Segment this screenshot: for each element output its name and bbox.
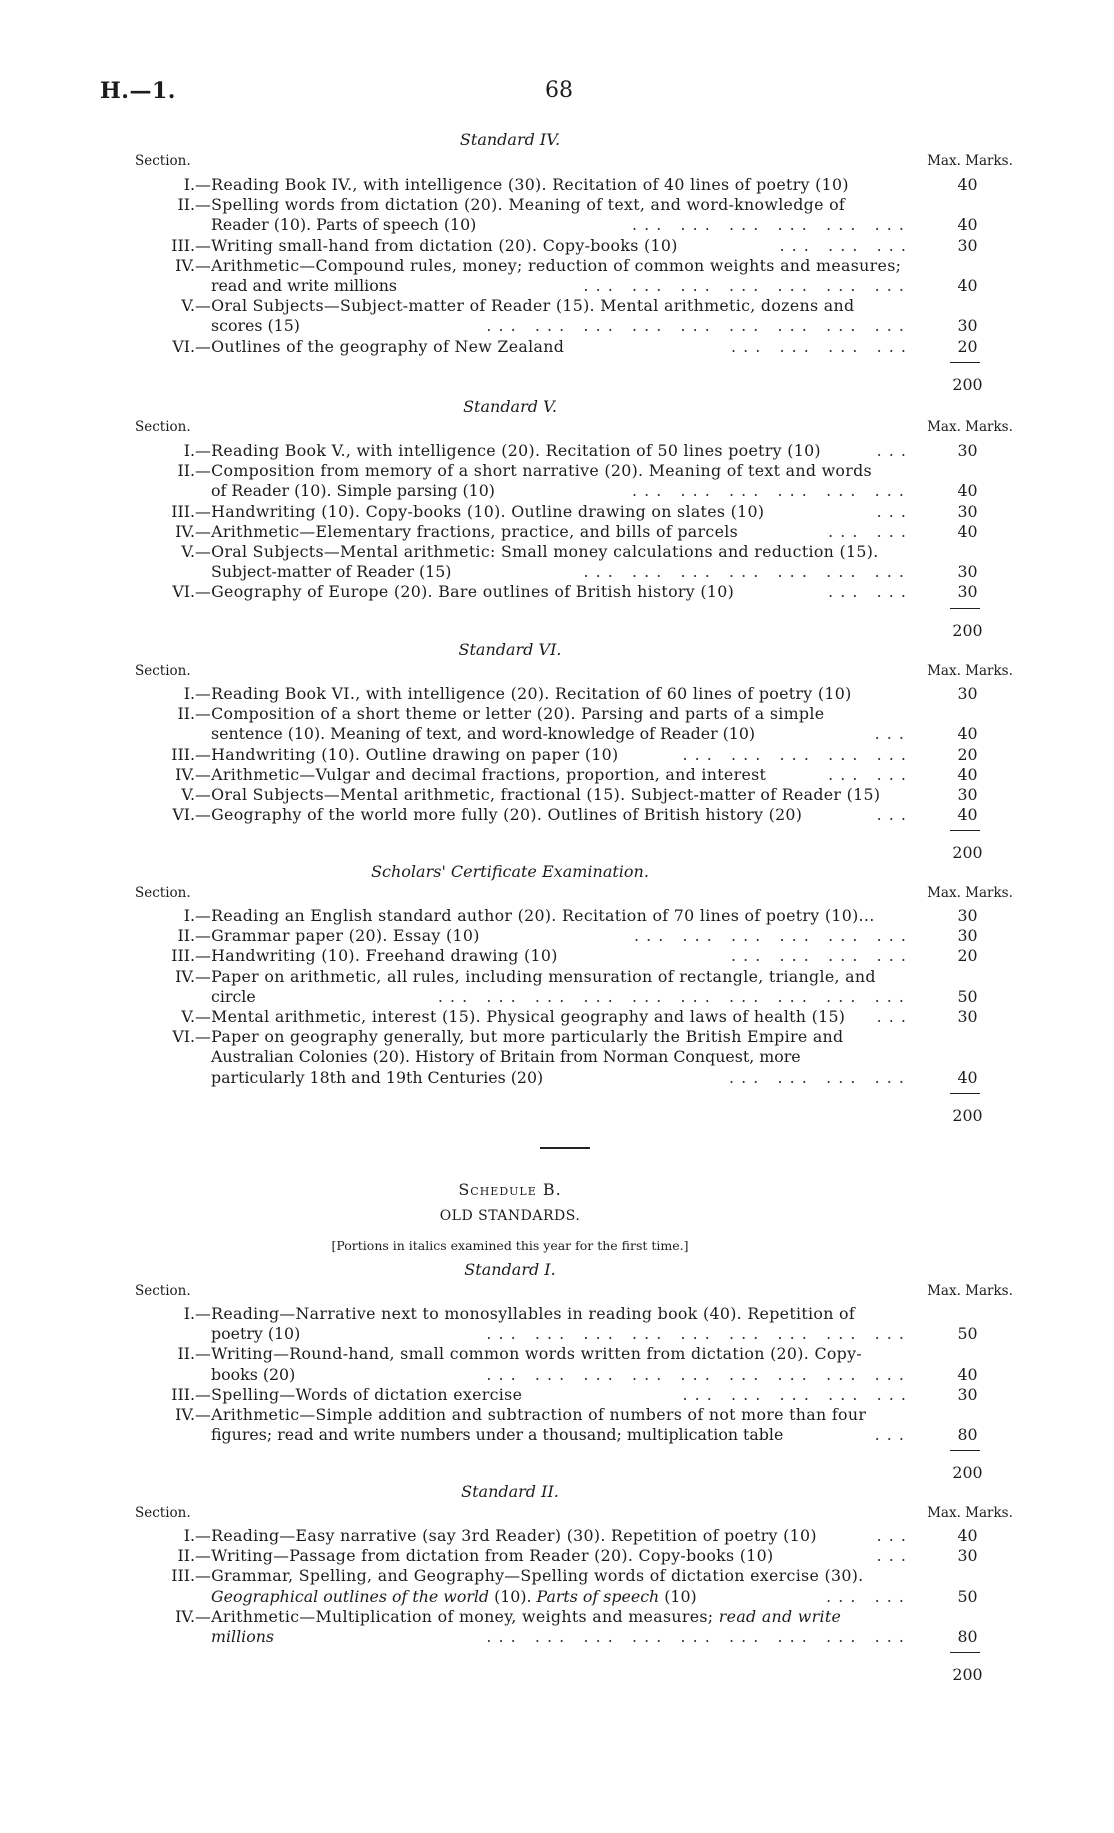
section-text: —Mental arithmetic, interest (15). Physical geography and laws of health (15) bbox=[195, 1007, 846, 1026]
section-number: VI. bbox=[172, 1027, 195, 1047]
max-marks-value: 30 bbox=[957, 926, 978, 946]
section-text: —Handwriting (10). Outline drawing on paper (10) bbox=[195, 744, 619, 764]
section-row-continuation bbox=[211, 278, 911, 294]
max-marks-heading: Max. Marks. bbox=[927, 153, 1013, 169]
total-rule bbox=[950, 1450, 980, 1451]
section-row bbox=[135, 1029, 913, 1045]
section-text: —Reading an English standard author (20). Recitation of 70 lines of poetry (10)... bbox=[195, 906, 875, 925]
section-text: —Arithmetic—Compound rules, money; reduction of common weights and measures; bbox=[195, 255, 902, 275]
section-row-continuation bbox=[211, 1067, 911, 1087]
leader-dots: ... ... ... ... bbox=[729, 1067, 911, 1087]
section-number: I. bbox=[183, 175, 195, 194]
max-marks-value: 30 bbox=[957, 316, 978, 336]
max-marks-value: 30 bbox=[957, 235, 978, 255]
leader-dots: ... ... ... ... bbox=[731, 336, 913, 356]
section-number: II. bbox=[177, 704, 195, 724]
section-row bbox=[135, 787, 913, 803]
section-text-italic: read and write bbox=[718, 1606, 842, 1626]
section-row bbox=[135, 1407, 913, 1423]
section-text: —Reading—Narrative next to monosyllables in reading book (40). Repetition of bbox=[195, 1304, 856, 1323]
max-marks-value: 40 bbox=[957, 1067, 978, 1087]
section-number: V. bbox=[181, 785, 195, 804]
section-text: —Arithmetic—Elementary fractions, practice, and bills of parcels bbox=[195, 521, 739, 541]
leader-dots: ... ... ... ... ... ... bbox=[633, 926, 913, 946]
section-row-continuation bbox=[211, 1049, 911, 1065]
section-text: —Reading Book V., with intelligence (20). Recitation of 50 lines poetry (10) bbox=[195, 441, 821, 460]
max-marks-value: 40 bbox=[957, 521, 978, 541]
max-marks-value: 40 bbox=[957, 276, 978, 295]
max-marks-total: 200 bbox=[952, 1463, 983, 1483]
section-row bbox=[135, 584, 913, 600]
section-row bbox=[135, 1384, 913, 1404]
max-marks-value: 30 bbox=[957, 501, 978, 521]
section-row bbox=[135, 1346, 913, 1362]
section-heading: Section. bbox=[135, 663, 191, 679]
max-marks-value: 50 bbox=[957, 986, 978, 1006]
section-number: II. bbox=[177, 461, 195, 481]
section-number: IV. bbox=[175, 1606, 195, 1626]
leader-dots: ... ... ... ... ... ... ... bbox=[583, 562, 911, 582]
max-marks-value: 20 bbox=[957, 744, 978, 764]
total-rule bbox=[950, 608, 980, 609]
section-number: II. bbox=[177, 195, 195, 215]
section-number: III. bbox=[171, 501, 195, 521]
max-marks-total: 200 bbox=[952, 843, 983, 863]
section-number: III. bbox=[171, 1384, 195, 1404]
section-text: —Grammar, Spelling, and Geography—Spelling words of dictation exercise (30). bbox=[195, 1566, 864, 1586]
max-marks-total: 200 bbox=[952, 1105, 983, 1125]
page-number: 68 bbox=[545, 78, 573, 103]
max-marks-value: 30 bbox=[957, 785, 978, 804]
continuation-text: Reader (10). Parts of speech (10) bbox=[211, 215, 477, 235]
section-row bbox=[135, 908, 913, 924]
section-number: VI. bbox=[172, 336, 195, 356]
section-row bbox=[135, 1548, 913, 1564]
max-marks-heading: Max. Marks. bbox=[927, 1283, 1013, 1299]
section-separator bbox=[540, 1147, 590, 1149]
section-row bbox=[135, 1606, 913, 1626]
max-marks-value: 40 bbox=[957, 724, 978, 744]
section-text: —Reading—Easy narrative (say 3rd Reader) (30). Repetition of poetry (10) bbox=[195, 1526, 817, 1545]
leader-dots: ... bbox=[874, 1425, 911, 1445]
section-text: —Composition from memory of a short narrative (20). Meaning of text and words bbox=[195, 461, 872, 481]
leader-dots: ... ... ... ... ... ... ... ... ... bbox=[486, 1364, 911, 1384]
standard-v-title: Standard V. bbox=[463, 397, 557, 416]
continuation-text: circle bbox=[211, 986, 256, 1006]
section-row bbox=[135, 807, 913, 823]
section-row bbox=[135, 521, 913, 541]
max-marks-value: 20 bbox=[957, 946, 978, 966]
section-text: —Reading Book IV., with intelligence (30). Recitation of 40 lines of poetry (10) bbox=[195, 175, 849, 194]
section-heading: Section. bbox=[135, 885, 191, 901]
document-reference: H.—1. bbox=[100, 78, 176, 104]
scholars-certificate-title: Scholars' Certificate Examination. bbox=[371, 862, 649, 881]
total-rule bbox=[950, 1093, 980, 1094]
section-row bbox=[135, 255, 913, 275]
max-marks-heading: Max. Marks. bbox=[927, 663, 1013, 679]
leader-dots: ... ... bbox=[828, 764, 913, 784]
max-marks-value: 30 bbox=[957, 1384, 978, 1404]
leader-dots: ... ... ... ... ... ... ... ... ... bbox=[486, 316, 911, 336]
section-row-continuation bbox=[211, 483, 911, 499]
section-number: II. bbox=[177, 1344, 195, 1364]
leader-dots: ... bbox=[876, 1526, 913, 1545]
section-row-continuation bbox=[211, 1326, 911, 1342]
continuation-text: Subject-matter of Reader (15) bbox=[211, 562, 452, 582]
section-number: V. bbox=[181, 1007, 195, 1026]
max-marks-value: 30 bbox=[957, 1546, 978, 1566]
max-marks-value: 30 bbox=[957, 1007, 978, 1026]
max-marks-total: 200 bbox=[952, 620, 983, 640]
continuation-text: of Reader (10). Simple parsing (10) bbox=[211, 481, 495, 501]
section-heading: Section. bbox=[135, 1505, 191, 1521]
leader-dots: ... ... ... ... ... ... bbox=[631, 215, 911, 235]
leader-dots: ... bbox=[876, 441, 913, 460]
leader-dots: ... ... bbox=[828, 521, 913, 541]
max-marks-value: 20 bbox=[957, 336, 978, 356]
section-text: —Geography of Europe (20). Bare outlines of British history (10) bbox=[195, 582, 735, 602]
schedule-title: Schedule B. bbox=[458, 1180, 562, 1199]
section-row bbox=[135, 197, 913, 213]
old-standard-i-title: Standard I. bbox=[464, 1260, 556, 1279]
continuation-text: sentence (10). Meaning of text, and word-knowledge of Reader (10) bbox=[211, 724, 756, 744]
continuation-text-italic: Parts of speech bbox=[536, 1586, 660, 1606]
section-row-continuation bbox=[211, 564, 911, 580]
standard-iv-title: Standard IV. bbox=[459, 130, 561, 149]
section-row bbox=[135, 686, 913, 702]
continuation-text: particularly 18th and 19th Centuries (20) bbox=[211, 1067, 544, 1087]
section-row bbox=[135, 177, 913, 193]
max-marks-value: 40 bbox=[957, 1526, 978, 1545]
continuation-text: poetry (10) bbox=[211, 1324, 301, 1344]
standard-vi-title: Standard VI. bbox=[458, 640, 562, 659]
old-standard-ii-title: Standard II. bbox=[461, 1482, 559, 1501]
section-number: III. bbox=[171, 946, 195, 966]
leader-dots: ... ... ... ... ... ... ... ... ... bbox=[486, 1324, 911, 1344]
continuation-text: (10). bbox=[489, 1586, 537, 1606]
max-marks-heading: Max. Marks. bbox=[927, 419, 1013, 435]
section-text: —Outlines of the geography of New Zealand bbox=[195, 336, 565, 356]
section-row bbox=[135, 501, 913, 521]
section-text: —Arithmetic—Simple addition and subtraction of numbers of not more than four bbox=[195, 1405, 867, 1424]
continuation-text-italic: millions bbox=[211, 1627, 274, 1646]
section-text: —Paper on geography generally, but more particularly the British Empire and bbox=[195, 1027, 844, 1047]
section-row bbox=[135, 1306, 913, 1322]
section-text: —Handwriting (10). Copy-books (10). Outline drawing on slates (10) bbox=[195, 501, 765, 521]
section-row bbox=[135, 1009, 913, 1025]
section-row bbox=[135, 336, 913, 356]
section-row bbox=[135, 1568, 913, 1584]
section-row bbox=[135, 544, 913, 560]
leader-dots: ... bbox=[876, 805, 913, 825]
section-text: —Composition of a short theme or letter (20). Parsing and parts of a simple bbox=[195, 704, 825, 724]
leader-dots: ... bbox=[874, 724, 911, 744]
leader-dots: ... ... ... ... ... ... ... ... ... bbox=[486, 1627, 911, 1646]
section-text: —Paper on arithmetic, all rules, including mensuration of rectangle, triangle, and bbox=[195, 966, 876, 986]
continuation-text-italic: Geographical outlines of the world bbox=[211, 1586, 490, 1606]
leader-dots: ... ... ... ... ... ... ... bbox=[583, 276, 911, 295]
max-marks-heading: Max. Marks. bbox=[927, 885, 1013, 901]
section-text: —Arithmetic—Multiplication of money, weights and measures; bbox=[195, 1606, 719, 1626]
section-row bbox=[135, 928, 913, 944]
section-number: I. bbox=[183, 1526, 195, 1545]
max-marks-value: 40 bbox=[957, 764, 978, 784]
leader-dots: ... bbox=[876, 1007, 913, 1026]
section-row-continuation bbox=[211, 1586, 911, 1606]
section-row-continuation bbox=[211, 1629, 911, 1645]
section-number: IV. bbox=[175, 966, 195, 986]
max-marks-value: 40 bbox=[957, 175, 978, 194]
section-number: IV. bbox=[175, 255, 195, 275]
max-marks-total: 200 bbox=[952, 374, 983, 394]
leader-dots: ... ... bbox=[828, 582, 913, 602]
section-text: —Oral Subjects—Mental arithmetic, fractional (15). Subject-matter of Reader (15) bbox=[195, 785, 881, 804]
max-marks-value: 80 bbox=[957, 1425, 978, 1445]
section-number: II. bbox=[177, 1546, 195, 1566]
max-marks-value: 30 bbox=[957, 562, 978, 582]
max-marks-value: 50 bbox=[957, 1586, 978, 1606]
section-number: IV. bbox=[175, 1405, 195, 1424]
section-number: III. bbox=[171, 1566, 195, 1586]
section-row-continuation bbox=[211, 217, 911, 233]
section-text: —Grammar paper (20). Essay (10) bbox=[195, 926, 480, 946]
total-rule bbox=[950, 830, 980, 831]
leader-dots: ... bbox=[876, 501, 913, 521]
section-row bbox=[135, 948, 913, 964]
section-text: —Writing—Round-hand, small common words written from dictation (20). Copy- bbox=[195, 1344, 862, 1364]
schedule-note: [Portions in italics examined this year for the first time.] bbox=[331, 1238, 689, 1253]
max-marks-value: 40 bbox=[957, 215, 978, 235]
leader-dots: ... ... ... ... ... ... bbox=[631, 481, 911, 501]
section-number: I. bbox=[183, 441, 195, 460]
section-text: —Reading Book VI., with intelligence (20). Recitation of 60 lines of poetry (10) bbox=[195, 684, 852, 703]
section-row bbox=[135, 463, 913, 479]
section-number: IV. bbox=[175, 521, 195, 541]
max-marks-value: 40 bbox=[957, 1364, 978, 1384]
max-marks-value: 30 bbox=[957, 441, 978, 460]
max-marks-value: 40 bbox=[957, 481, 978, 501]
section-row-continuation bbox=[211, 1427, 911, 1443]
section-number: I. bbox=[183, 906, 195, 925]
section-row bbox=[135, 235, 913, 255]
total-rule bbox=[950, 1652, 980, 1653]
section-row-continuation bbox=[211, 986, 911, 1006]
section-row-continuation bbox=[211, 1364, 911, 1384]
section-row bbox=[135, 443, 913, 459]
section-text: —Spelling—Words of dictation exercise bbox=[195, 1384, 523, 1404]
section-text: —Handwriting (10). Freehand drawing (10) bbox=[195, 946, 558, 966]
continuation-text: (10) bbox=[659, 1586, 697, 1606]
section-text: —Spelling words from dictation (20). Meaning of text, and word-knowledge of bbox=[195, 195, 846, 215]
total-rule bbox=[950, 362, 980, 363]
section-number: V. bbox=[181, 296, 195, 316]
section-heading: Section. bbox=[135, 419, 191, 435]
section-number: VI. bbox=[172, 805, 195, 825]
section-number: II. bbox=[177, 926, 195, 946]
section-row bbox=[135, 298, 913, 314]
section-number: III. bbox=[171, 235, 195, 255]
section-text: —Writing—Passage from dictation from Reader (20). Copy-books (10) bbox=[195, 1546, 774, 1566]
section-number: V. bbox=[181, 542, 195, 561]
max-marks-value: 30 bbox=[957, 906, 978, 925]
section-row-continuation bbox=[211, 726, 911, 742]
leader-dots: ... ... ... ... ... ... ... ... ... ... bbox=[437, 986, 911, 1006]
section-text: —Arithmetic—Vulgar and decimal fractions, proportion, and interest bbox=[195, 764, 767, 784]
leader-dots: ... bbox=[876, 1546, 913, 1566]
max-marks-value: 50 bbox=[957, 1324, 978, 1344]
max-marks-value: 30 bbox=[957, 582, 978, 602]
max-marks-total: 200 bbox=[952, 1665, 983, 1685]
leader-dots: ... ... ... bbox=[779, 235, 913, 255]
section-text: —Oral Subjects—Mental arithmetic: Small money calculations and reduction (15). bbox=[195, 542, 879, 561]
max-marks-value: 40 bbox=[957, 805, 978, 825]
section-row bbox=[135, 1528, 913, 1544]
section-text: —Writing small-hand from dictation (20). Copy-books (10) bbox=[195, 235, 678, 255]
section-number: IV. bbox=[175, 764, 195, 784]
leader-dots: ... ... ... ... bbox=[731, 946, 913, 966]
leader-dots: ... ... ... ... ... bbox=[682, 744, 913, 764]
max-marks-value: 80 bbox=[957, 1627, 978, 1646]
max-marks-heading: Max. Marks. bbox=[927, 1505, 1013, 1521]
leader-dots: ... ... bbox=[826, 1586, 911, 1606]
section-text: —Geography of the world more fully (20). Outlines of British history (20) bbox=[195, 805, 803, 825]
leader-dots: ... ... ... ... ... bbox=[682, 1384, 913, 1404]
section-number: I. bbox=[183, 1304, 195, 1323]
section-row bbox=[135, 764, 913, 784]
continuation-text: figures; read and write numbers under a thousand; multiplication table bbox=[211, 1425, 784, 1445]
section-heading: Section. bbox=[135, 153, 191, 169]
section-row bbox=[135, 966, 913, 986]
continuation-text: scores (15) bbox=[211, 316, 300, 336]
continuation-text: books (20) bbox=[211, 1364, 296, 1384]
section-number: I. bbox=[183, 684, 195, 703]
section-number: III. bbox=[171, 744, 195, 764]
section-row bbox=[135, 706, 913, 722]
schedule-subtitle: OLD STANDARDS. bbox=[439, 1208, 581, 1224]
section-number: VI. bbox=[172, 582, 195, 602]
continuation-text: read and write millions bbox=[211, 276, 397, 295]
continuation-text: Australian Colonies (20). History of Britain from Norman Conquest, more bbox=[211, 1047, 801, 1067]
section-heading: Section. bbox=[135, 1283, 191, 1299]
section-row-continuation bbox=[211, 318, 911, 334]
max-marks-value: 30 bbox=[957, 684, 978, 703]
section-row bbox=[135, 744, 913, 764]
section-text: —Oral Subjects—Subject-matter of Reader (15). Mental arithmetic, dozens and bbox=[195, 296, 855, 316]
